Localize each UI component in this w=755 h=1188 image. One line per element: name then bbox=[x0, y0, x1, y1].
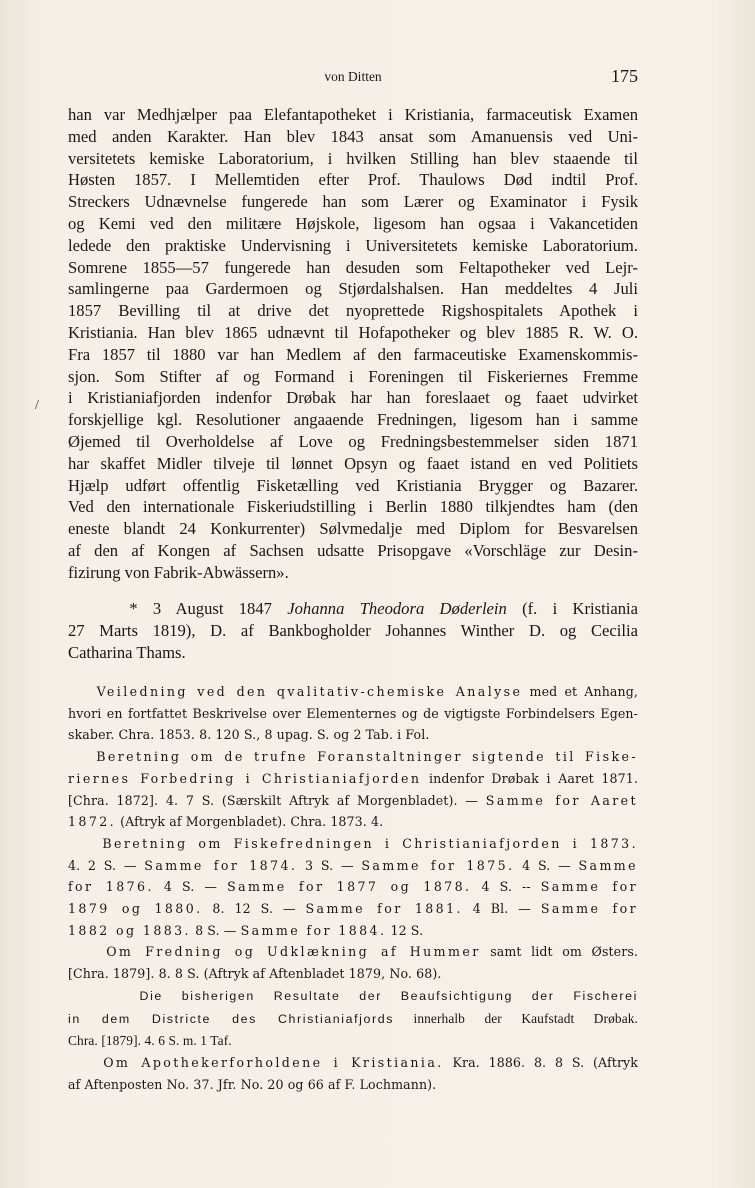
bio-line: og Kemi ved den militære Højskole, ligesom han ogsaa i Vakancetiden bbox=[68, 213, 638, 233]
bio-line: Kristiania. Han blev 1865 udnævnt til Hofapotheker og blev 1885 R. W. O. bbox=[68, 322, 638, 342]
bibliography-line: skaber. Chra. 1853. 8. 120 S., 8 upag. S. og 2 Tab. i Fol. bbox=[68, 727, 430, 743]
bibliography-line: riernes Forbedring i Christianiafjorden indenfor Drøbak i Aaret 1871. bbox=[68, 770, 638, 786]
bio-line: eneste blandt 24 Konkurrenter) Sølvmedalje med Diplom for Besvarelsen bbox=[68, 519, 638, 539]
bio-line: har skaffet Midler tilveje til lønnet Opsyn og faaet istand en ved Politiets bbox=[68, 453, 638, 473]
bio-line: Øjemed til Overholdelse af Love og Fredningsbestemmelser siden 1871 bbox=[68, 431, 638, 451]
marriage-prefix: * 3 August 1847 bbox=[129, 599, 288, 618]
bibliography-line: [Chra. 1879]. 8. 8 S. (Aftryk af Aftenbladet 1879, No. 68). bbox=[68, 966, 442, 982]
marriage-rest: (f. i Kristiania bbox=[506, 599, 638, 618]
bibliography-line: 1872. (Aftryk af Morgenbladet). Chra. 1873. 4. bbox=[68, 814, 384, 830]
marriage-line: 27 Marts 1819), D. af Bankbogholder Johannes Winther D. og Cecilia bbox=[68, 621, 638, 640]
ref-title: Om Fredning og Udklækning af Hummer bbox=[106, 944, 481, 960]
bibliography-line: hvori en fortfattet Beskrivelse over Elementernes og de vigtigste Forbindelsers Egen- bbox=[68, 705, 638, 721]
bibliography-line: 1882 og 1883. 8 S. — Samme for 1884. 12 S. bbox=[68, 922, 424, 938]
bio-line: sjon. Som Stifter af og Formand i Foreningen til Fiskeriernes Fremme bbox=[68, 366, 638, 386]
bio-line: Fra 1857 til 1880 var han Medlem af den farmaceutiske Examenskommis- bbox=[68, 344, 638, 364]
bio-line: han var Medhjælper paa Elefantapotheket i Kristiania, farmaceutisk Examen bbox=[68, 105, 638, 124]
bibliography-line: Om Fredning og Udklækning af Hummer samt lidt om Østers. bbox=[106, 944, 639, 960]
bio-line: Høsten 1857. I Mellemtiden efter Prof. Thaulows Død indtil Prof. bbox=[68, 170, 638, 190]
bio-line: forskjellige kgl. Resolutioner angaaende Fredningen, ligesom han i samme bbox=[68, 410, 638, 430]
bio-line: Somrene 1855—57 fungerede han desuden som Feltapotheker ved Lejr- bbox=[68, 257, 638, 277]
bio-line: i Kristianiafjorden indenfor Drøbak har han foreslaaet og faaet udvirket bbox=[68, 388, 638, 408]
ref-title: Beretning om de trufne Foranstaltninger sigtende til Fiske- bbox=[96, 749, 638, 765]
bio-line: versitetets kemiske Laboratorium, i hvilken Stilling han blev staaende til bbox=[68, 148, 638, 168]
bibliography-line: in dem Districte des Christianiafjords innerhalb der Kaufstadt Drøbak. bbox=[68, 1010, 638, 1026]
bibliography-line: 1879 og 1880. 8. 12 S. — Samme for 1881. 4 Bl. — Samme for bbox=[68, 901, 638, 917]
bio-line: Streckers Udnævnelse fungerede han som Lærer og Examinator i Fysik bbox=[68, 192, 638, 212]
bio-line: med anden Karakter. Han blev 1843 ansat som Amanuensis ved Uni- bbox=[68, 126, 638, 146]
bio-line: fizirung von Fabrik-Abwässern». bbox=[68, 562, 289, 582]
bibliography-line bbox=[68, 833, 638, 855]
bibliography-line: Veiledning ved den qvalitativ-chemiske Analyse med et Anhang, bbox=[96, 684, 638, 699]
marriage-line: Catharina Thams. bbox=[68, 643, 186, 662]
ref-title: Veiledning ved den qvalitativ-chemiske Analyse bbox=[96, 684, 523, 699]
running-title: von Ditten bbox=[324, 69, 382, 84]
page-number: 175 bbox=[611, 66, 638, 86]
bibliography-line: 4. 2 S. — Samme for 1874. 3 S. — Samme for 1875. 4 S. — Samme bbox=[68, 857, 638, 873]
page-header bbox=[68, 66, 638, 88]
spouse-name: Johanna Theodora Døderlein bbox=[287, 599, 507, 618]
ref-title: riernes Forbedring i Christianiafjorden bbox=[68, 770, 422, 786]
bio-line: af den af Kongen af Sachsen udsatte Prisopgave «Vorschläge zur Desin- bbox=[68, 540, 638, 560]
bibliography-line: Chra. [1879]. 4. 6 S. m. 1 Taf. bbox=[68, 1033, 232, 1049]
bibliography-line: af Aftenposten No. 37. Jfr. No. 20 og 66 af F. Lochmann). bbox=[68, 1076, 437, 1092]
margin-mark: / bbox=[35, 398, 39, 413]
bibliography-line: [Chra. 1872]. 4. 7 S. (Særskilt Aftryk af Morgenbladet). — Samme for Aaret bbox=[68, 792, 638, 808]
bibliography-line bbox=[68, 746, 638, 768]
bio-line: samlingerne paa Gardermoen og Stjørdalshalsen. Han meddeltes 4 Juli bbox=[68, 279, 638, 299]
bio-line: Ved den internationale Fiskeriudstilling i Berlin 1880 tilkjendtes ham (den bbox=[68, 497, 638, 517]
bio-line: 1857 Bevilling til at drive det nyoprettede Rigshospitalets Apothek i bbox=[68, 301, 638, 321]
biography-paragraph bbox=[68, 104, 638, 584]
ref-title: Die bisherigen Resultate der Beaufsichtigung der Fischerei bbox=[139, 988, 638, 1003]
bibliography-line: Om Apothekerforholdene i Kristiania. Kra. 1886. 8. 8 S. (Aftryk bbox=[103, 1054, 639, 1070]
bibliography-line bbox=[68, 985, 638, 1008]
bio-line: Hjælp udført offentlig Fisketælling ved Kristiania Brygger og Bazarer. bbox=[68, 475, 638, 495]
marriage-paragraph bbox=[68, 598, 638, 664]
ref-title: Beretning om Fiskefredningen i Christianiafjorden i 1873. bbox=[102, 835, 638, 851]
marriage-line bbox=[68, 598, 638, 620]
bio-line: ledede den praktiske Undervisning i Universitetets kemiske Laboratorium. bbox=[68, 235, 638, 255]
ref-title: Om Apothekerforholdene i Kristiania. bbox=[103, 1054, 444, 1070]
bibliography-line: for 1876. 4 S. — Samme for 1877 og 1878. 4 S. -- Samme for bbox=[68, 879, 639, 895]
bibliography bbox=[68, 681, 638, 1095]
